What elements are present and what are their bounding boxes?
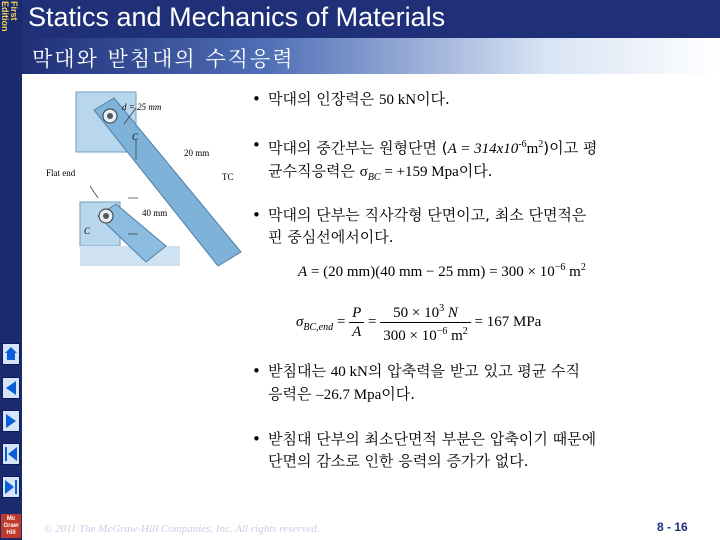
bullet-value: –26.7 Mpa	[316, 387, 382, 403]
edition-word: Edition	[0, 1, 10, 32]
previous-button[interactable]	[2, 377, 20, 399]
eq-exponent: −6	[554, 262, 566, 273]
figure-label-c-top: C	[132, 132, 139, 142]
eq-exponent: 2	[580, 262, 586, 273]
bullet-item	[252, 88, 707, 111]
bullet-text: 이다.	[458, 162, 493, 180]
header-bar	[22, 0, 720, 38]
bullet-text: 받침대는	[268, 362, 331, 380]
bullet-item	[252, 428, 707, 472]
bullet-text: 이다.	[416, 90, 450, 108]
bullet-item	[252, 204, 707, 248]
bullet-value: A = 314x10	[447, 141, 519, 157]
sigma-symbol: σ	[359, 164, 368, 180]
bullet-text: 막대의 단부는 직사각형 단면이고, 최소 단면적은	[268, 206, 587, 224]
home-button[interactable]	[2, 343, 20, 365]
bullet-text: 이다.	[381, 385, 415, 403]
figure-label-40mm: 40 mm	[142, 208, 168, 218]
next-button[interactable]	[2, 410, 20, 432]
eq-unit: N	[444, 305, 458, 321]
bullet-dot: •	[252, 136, 261, 154]
bullet-value: 50 kN	[378, 92, 417, 108]
bullet-exponent: -6	[518, 139, 527, 150]
first-slide-button[interactable]	[2, 443, 20, 465]
figure-label-flat-end: Flat end	[46, 168, 76, 178]
figure-label-tc: TC	[222, 172, 234, 182]
eq-term: (40 mm − 25 mm)	[375, 264, 486, 280]
eq-result: = 167 MPa	[470, 313, 542, 330]
eq-operator: =	[364, 313, 381, 330]
stress-equation	[296, 300, 626, 344]
bullet-item	[252, 360, 707, 406]
bullet-text: )이고 평	[543, 139, 598, 157]
bullet-text: 받침대 단부의 최소단면적 부분은 압축이기 때문에	[268, 430, 597, 448]
bullet-text: 응력은	[268, 385, 317, 403]
bullet-dot: •	[252, 206, 261, 224]
eq-result: = 300 × 10	[485, 264, 555, 280]
bullet-item	[252, 134, 707, 189]
slide-subtitle: 막대와 받침대의 수직응력	[32, 47, 295, 71]
eq-symbol: A	[298, 264, 308, 280]
copyright-text: © 2011 The McGraw-Hill Companies, Inc. All rights reserved.	[44, 523, 320, 535]
arrow-right-icon	[3, 411, 19, 431]
bullet-exponent: 2	[538, 139, 544, 150]
fraction-numerator: P	[349, 304, 364, 323]
last-slide-button[interactable]	[2, 476, 20, 498]
edition-first: First	[9, 1, 19, 21]
eq-exponent: −6	[436, 326, 448, 337]
eq-symbol: σ	[296, 313, 304, 330]
bullet-value: = +159 Mpa	[380, 164, 459, 180]
edition-label	[0, 0, 22, 44]
figure-label-20mm: 20 mm	[184, 148, 210, 158]
fraction-denominator: A	[352, 324, 362, 340]
bullet-text: 의 압축력을 받고 있고 평균 수직	[367, 362, 581, 380]
area-equation	[298, 262, 586, 281]
mcgraw-hill-logo: Mc Graw Hill	[1, 514, 21, 538]
eq-subscript: BC,end	[303, 321, 334, 333]
page-number: 8 - 16	[657, 520, 688, 534]
figure-label-c-bottom: C	[84, 226, 91, 236]
figure-label-d: d = 25 mm	[122, 102, 162, 112]
sigma-subscript: BC	[367, 172, 381, 183]
page-title: Statics and Mechanics of Materials	[28, 2, 446, 32]
skip-forward-icon	[3, 477, 19, 497]
bullet-text: 막대의 중간부는 원형단면 (	[268, 139, 448, 157]
eq-operator: =	[307, 264, 324, 280]
skip-back-icon	[3, 444, 19, 464]
bullet-dot: •	[252, 430, 261, 448]
eq-term: (20 mm)	[323, 264, 376, 280]
bullet-dot: •	[252, 362, 261, 380]
fraction-numerator: 50 × 10	[393, 305, 440, 321]
bullet-text: 균수직응력은	[268, 162, 360, 180]
eq-unit: m	[565, 264, 581, 280]
eq-unit: m	[447, 328, 463, 344]
home-icon	[3, 344, 19, 364]
bullet-value: 40 kN	[330, 364, 368, 380]
fraction-values	[380, 300, 471, 345]
fraction-p-over-a	[349, 304, 364, 341]
bullet-text: 핀 중심선에서이다.	[268, 228, 394, 246]
eq-exponent: 3	[439, 303, 445, 314]
bar-bracket-figure	[36, 86, 248, 268]
fraction-denominator: 300 × 10	[383, 328, 437, 344]
bullet-text: 막대의 인장력은	[268, 90, 379, 108]
subheader-bar	[22, 38, 720, 74]
arrow-left-icon	[3, 378, 19, 398]
eq-operator: =	[333, 313, 350, 330]
bullet-unit: m	[526, 141, 539, 157]
bullet-dot: •	[252, 90, 261, 108]
eq-exponent: 2	[462, 326, 468, 337]
bullet-text: 단면의 감소로 인한 응력의 증가가 없다.	[268, 452, 529, 470]
